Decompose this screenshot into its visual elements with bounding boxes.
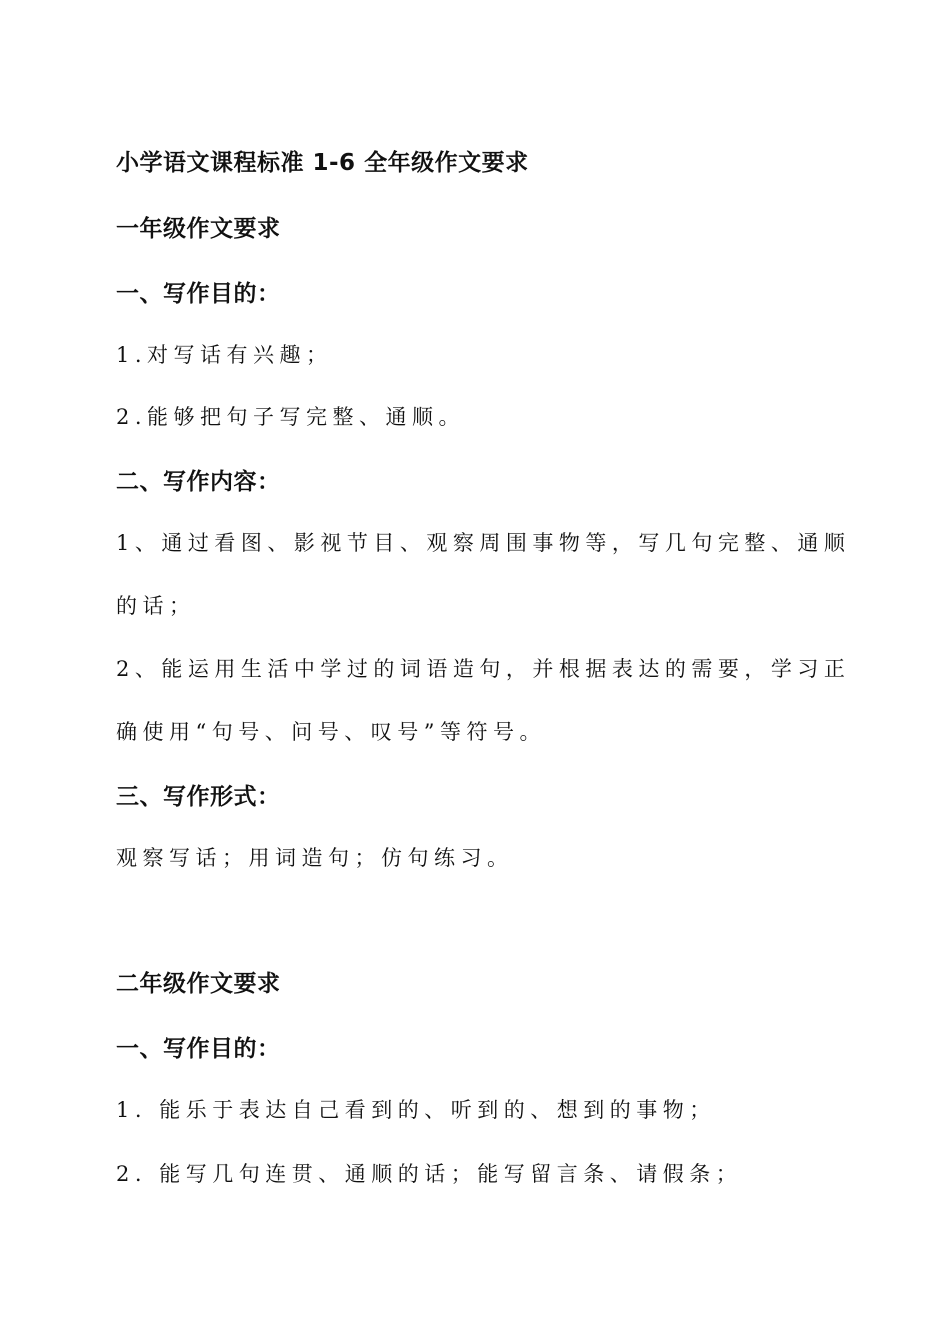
grade1-heading: 一年级作文要求 [116, 216, 281, 242]
grade1-content-item-1-line-1: 1、通过看图、影视节目、观察周围事物等，写几句完整、通顺 [116, 531, 851, 555]
grade2-purpose-item-2: 2. 能写几句连贯、通顺的话；能写留言条、请假条； [116, 1162, 743, 1186]
grade2-purpose-heading: 一、写作目的： [116, 1036, 281, 1062]
grade1-form-heading: 三、写作形式： [116, 784, 281, 810]
grade1-form-text: 观察写话；用词造句；仿句练习。 [116, 846, 514, 870]
grade1-content-item-2-line-2: 确使用“句号、问号、叹号”等符号。 [116, 720, 546, 744]
grade2-purpose-item-1: 1. 能乐于表达自己看到的、听到的、想到的事物； [116, 1098, 716, 1122]
grade2-heading: 二年级作文要求 [116, 971, 281, 997]
grade1-purpose-item-2: 2.能够把句子写完整、通顺。 [116, 405, 466, 429]
grade1-content-item-1-line-2: 的话； [116, 594, 196, 618]
grade1-purpose-item-1: 1.对写话有兴趣； [116, 343, 333, 367]
grade1-content-item-2-line-1: 2、能运用生活中学过的词语造句，并根据表达的需要，学习正 [116, 657, 851, 681]
grade1-content-heading: 二、写作内容： [116, 469, 281, 495]
document-title: 小学语文课程标准 1-6 全年级作文要求 [116, 150, 529, 176]
grade1-purpose-heading: 一、写作目的： [116, 281, 281, 307]
